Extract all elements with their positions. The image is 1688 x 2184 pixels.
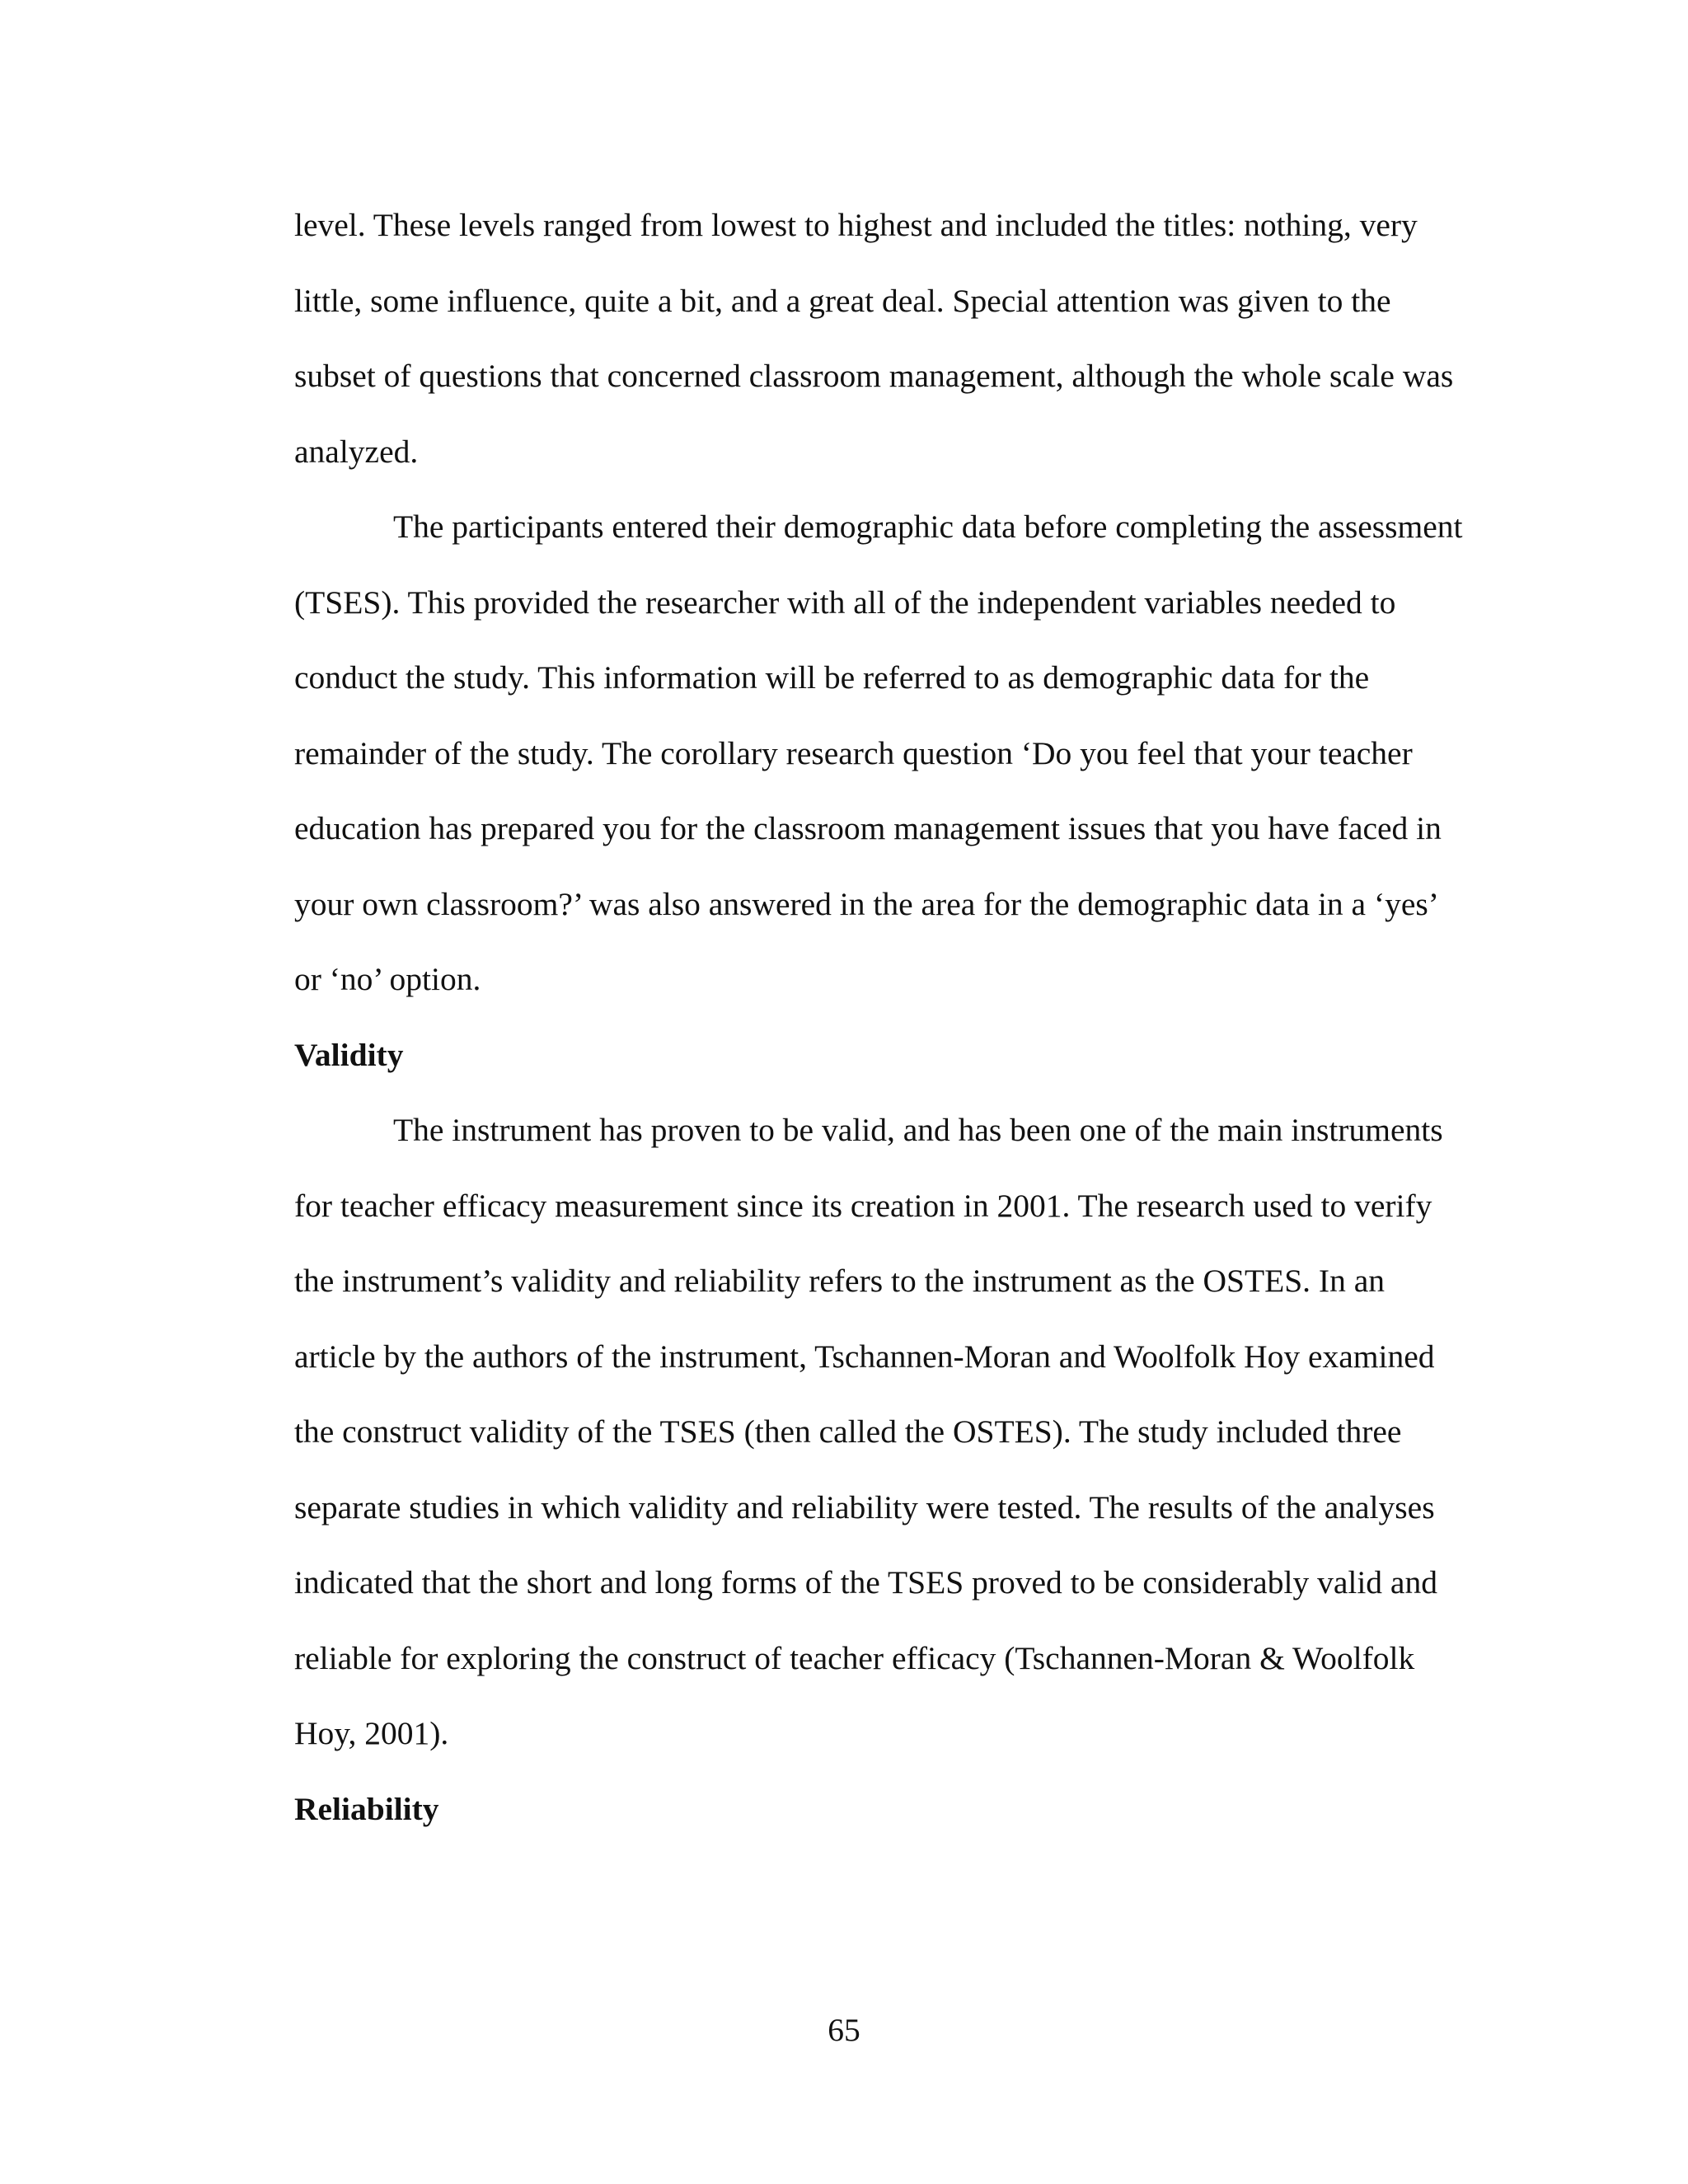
text-line: reliable for exploring the construct of teacher efficacy (Tschannen-Moran & Woolfolk — [294, 1639, 1415, 1676]
text-line: conduct the study. This information will be referred to as demographic data for the — [294, 659, 1370, 696]
text-line: separate studies in which validity and reliability were tested. The results of the analyses — [294, 1488, 1435, 1526]
paragraph-first-line: The participants entered their demographic data before completing the assessment — [393, 509, 1463, 545]
text-line: subset of questions that concerned classroom management, although the whole scale was — [294, 358, 1454, 394]
page-number: 65 — [828, 2012, 860, 2048]
text-line: (TSES). This provided the researcher with all of the independent variables needed to — [294, 583, 1396, 621]
text-line: the instrument’s validity and reliability refers to the instrument as the OSTES. In an — [294, 1263, 1385, 1299]
body-text — [294, 188, 1465, 1847]
text-line: article by the authors of the instrument, Tschannen-Moran and Woolfolk Hoy examined — [294, 1338, 1435, 1375]
section-heading-reliability: Reliability — [294, 1790, 439, 1827]
text-line: Hoy, 2001). — [294, 1715, 449, 1751]
text-line: or ‘no’ option. — [294, 961, 481, 997]
text-line: analyzed. — [294, 433, 419, 470]
text-line: remainder of the study. The corollary research question ‘Do you feel that your teacher — [294, 734, 1413, 771]
text-line: level. These levels ranged from lowest to highest and included the titles: nothing, very — [294, 207, 1418, 243]
text-line: little, some influence, quite a bit, and a great deal. Special attention was given to the — [294, 282, 1391, 319]
paragraph-first-line: The instrument has proven to be valid, and has been one of the main instruments — [393, 1112, 1443, 1148]
text-line: for teacher efficacy measurement since its creation in 2001. The research used to verify — [294, 1187, 1432, 1224]
text-line: the construct validity of the TSES (then called the OSTES). The study included three — [294, 1413, 1402, 1450]
section-heading-validity: Validity — [294, 1036, 404, 1073]
text-line: your own classroom?’ was also answered in the area for the demographic data in a ‘yes’ — [294, 885, 1439, 922]
text-line: education has prepared you for the classroom management issues that you have faced in — [294, 810, 1442, 846]
text-line: indicated that the short and long forms of the TSES proved to be considerably valid and — [294, 1564, 1437, 1601]
